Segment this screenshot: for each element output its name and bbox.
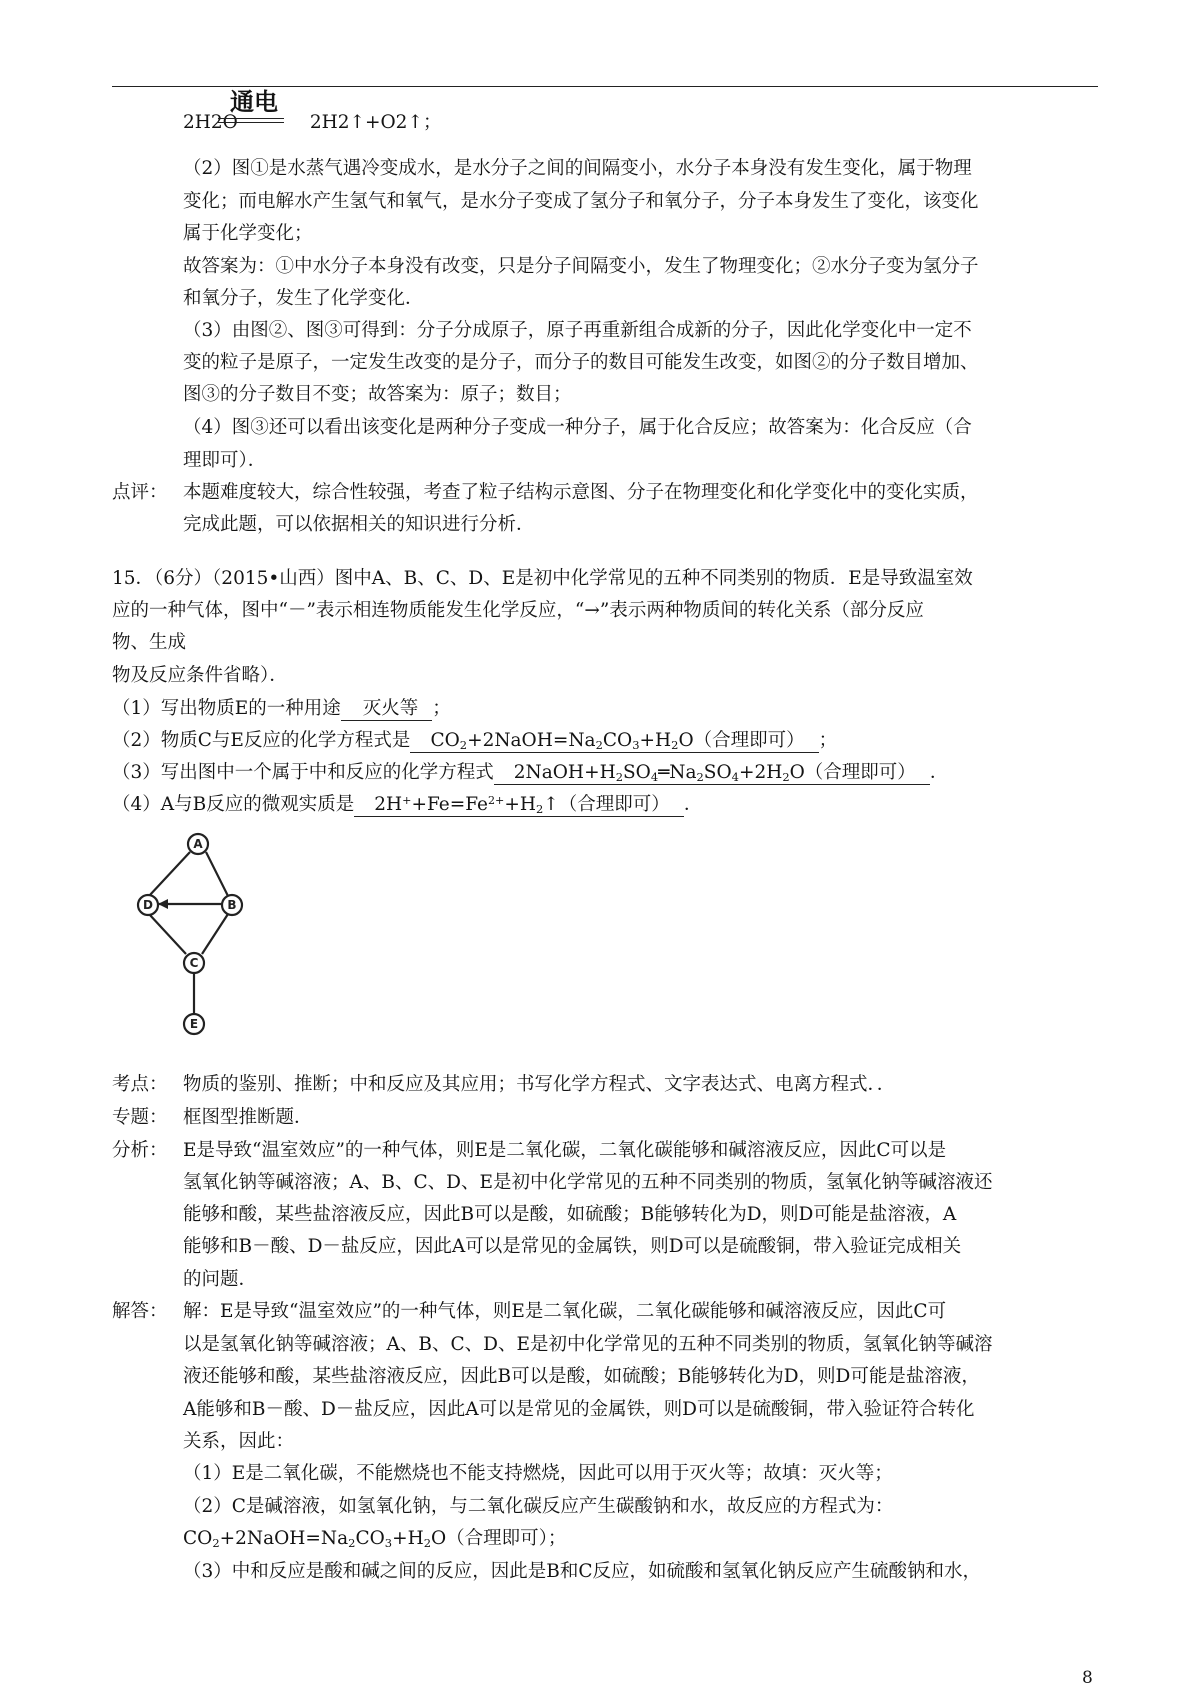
kaodian-text: 物质的鉴别、推断；中和反应及其应用；书写化学方程式、文字表达式、电离方程式．． — [183, 1074, 896, 1095]
answer-line: 变化；而电解水产生氢气和氧气，是水分子变成了氢分子和氧分子，分子本身发生了变化，该变化 — [183, 191, 979, 212]
jieda-line: 关系，因此： — [183, 1431, 295, 1452]
jieda-line: （2）C是碱溶液，如氢氧化钠，与二氧化碳反应产生碳酸钠和水，故反应的方程式为： — [183, 1496, 894, 1517]
edge-b-c — [202, 914, 228, 954]
jieda-line: 以是氢氧化钠等碱溶液；A、B、C、D、E是初中化学常见的五种不同类别的物质，氢氧化钠等碱溶 — [183, 1334, 993, 1355]
node-d-label: D — [143, 898, 153, 912]
equation-arrow-bar — [218, 122, 284, 123]
fenxi-line: 能够和B－酸、D－盐反应，因此A可以是常见的金属铁，则D可以是硫酸铜，带入验证完成相关 — [183, 1236, 962, 1257]
equation-left: 2H2O — [183, 112, 238, 133]
node-b-label: B — [227, 898, 237, 912]
node-a-label: A — [193, 837, 203, 851]
answer-blank: $CO_2+2NaOH=Na_2CO_3+H_2O$（合理即可） — [410, 730, 818, 753]
page-number: 8 — [1082, 1668, 1093, 1688]
fenxi-line: 氢氧化钠等碱溶液；A、B、C、D、E是初中化学常见的五种不同类别的物质，氢氧化钠等碱溶液还 — [183, 1172, 993, 1193]
answer-line: 变的粒子是原子，一定发生改变的是分子，而分子的数目可能发生改变，如图②的分子数目增加、 — [183, 352, 979, 373]
question-stem: 15．（6分）（2015•山西）图中A、B、C、D、E是初中化学常见的五种不同类别的物质．E是导致温室效 — [112, 568, 973, 589]
arrow-b-to-d — [158, 899, 168, 909]
kaodian-label: 考点： — [112, 1074, 168, 1095]
comment-label: 点评： — [112, 482, 168, 503]
jieda-line: A能够和B－酸、D－盐反应，因此A可以是常见的金属铁，则D可以是硫酸铜，带入验证符合转化 — [183, 1399, 975, 1420]
question-stem: 物及反应条件省略）． — [112, 665, 288, 686]
answer-line: 理即可）． — [183, 450, 267, 471]
zhuanti-text: 框图型推断题． — [183, 1107, 313, 1128]
answer-blank: $2H^++Fe=Fe^{2+}+H_2↑$（合理即可） — [354, 794, 684, 817]
fenxi-line: 的问题． — [183, 1269, 258, 1290]
answer-line: （3）由图②、图③可得到：分子分成原子，原子再重新组合成新的分子，因此化学变化中一定不 — [183, 320, 972, 341]
answer-line: （4）图③还可以看出该变化是两种分子变成一种分子，属于化合反应；故答案为：化合反应（合 — [183, 417, 972, 438]
fenxi-label: 分析： — [112, 1140, 168, 1161]
jieda-label: 解答： — [112, 1301, 168, 1322]
question-stem: 应的一种气体，图中“－”表示相连物质能发生化学反应，“→”表示两种物质间的转化关系（部分反应 — [112, 600, 924, 621]
answer-blank: $2NaOH+H_2SO_4═Na_2SO_4+2H_2O$（合理即可） — [494, 762, 930, 785]
answer-blank: 灭火等 — [341, 698, 433, 721]
jieda-line: （1）E是二氧化碳，不能燃烧也不能支持燃烧，因此可以用于灭火等；故填：灭火等； — [183, 1463, 893, 1484]
answer-line: 和氧分子，发生了化学变化． — [183, 288, 424, 309]
edge-a-d — [149, 852, 190, 896]
equation-condition: 通电 — [230, 88, 278, 116]
sub-question-1: （1）写出物质E的一种用途 灭火等 ； — [112, 698, 451, 719]
answer-line: 属于化学变化； — [183, 223, 313, 244]
equation-arrow-bar — [218, 118, 284, 119]
question-stem: 物、生成 — [112, 632, 187, 653]
jieda-equation: $CO_2+2NaOH=Na_2CO_3+H_2O$（合理即可）； — [183, 1528, 567, 1550]
electrolysis-equation — [183, 108, 441, 138]
fenxi-line: E是导致“温室效应”的一种气体，则E是二氧化碳，二氧化碳能够和碱溶液反应，因此C可以是 — [183, 1140, 947, 1161]
node-c-label: C — [189, 956, 199, 970]
equation-right: 2H2↑+O2↑； — [309, 112, 442, 133]
fenxi-line: 能够和酸，某些盐溶液反应，因此B可以是酸，如硫酸；B能够转化为D，则D可能是盐溶液，A — [183, 1204, 957, 1225]
zhuanti-label: 专题： — [112, 1107, 168, 1128]
relationship-diagram — [128, 828, 268, 1038]
comment-line: 完成此题，可以依据相关的知识进行分析． — [183, 514, 535, 535]
jieda-line: 解：E是导致“温室效应”的一种气体，则E是二氧化碳，二氧化碳能够和碱溶液反应，因此C可 — [183, 1301, 947, 1322]
jieda-line: （3）中和反应是酸和碱之间的反应，因此是B和C反应，如硫酸和氢氧化钠反应产生硫酸钠和水， — [183, 1561, 982, 1582]
answer-line: （2）图①是水蒸气遇冷变成水，是水分子之间的间隔变小，水分子本身没有发生变化，属于物理 — [183, 158, 972, 179]
answer-line: 故答案为：①中水分子本身没有改变，只是分子间隔变小，发生了物理变化；②水分子变为氢分子 — [183, 256, 979, 277]
edge-d-c — [149, 914, 186, 954]
sub-question-3: （3）写出图中一个属于中和反应的化学方程式 $2NaOH+H_2SO_4═Na_2SO_4+2H_2O$（合理即可） ． — [112, 762, 949, 784]
node-e-label: E — [189, 1017, 199, 1031]
sub-question-4: （4）A与B反应的微观实质是 $2H^++Fe=Fe^{2+}+H_2↑$（合理即可） ． — [112, 793, 703, 816]
jieda-line: 液还能够和酸，某些盐溶液反应，因此B可以是酸，如硫酸；B能够转化为D，则D可能是盐溶液， — [183, 1366, 980, 1387]
edge-a-b — [206, 852, 228, 896]
answer-line: 图③的分子数目不变；故答案为：原子；数目； — [183, 384, 572, 405]
comment-line: 本题难度较大，综合性较强，考查了粒子结构示意图、分子在物理变化和化学变化中的变化实质， — [183, 482, 979, 503]
sub-question-2: （2）物质C与E反应的化学方程式是 $CO_2+2NaOH=Na_2CO_3+H_2O$（合理即可） ； — [112, 730, 838, 752]
